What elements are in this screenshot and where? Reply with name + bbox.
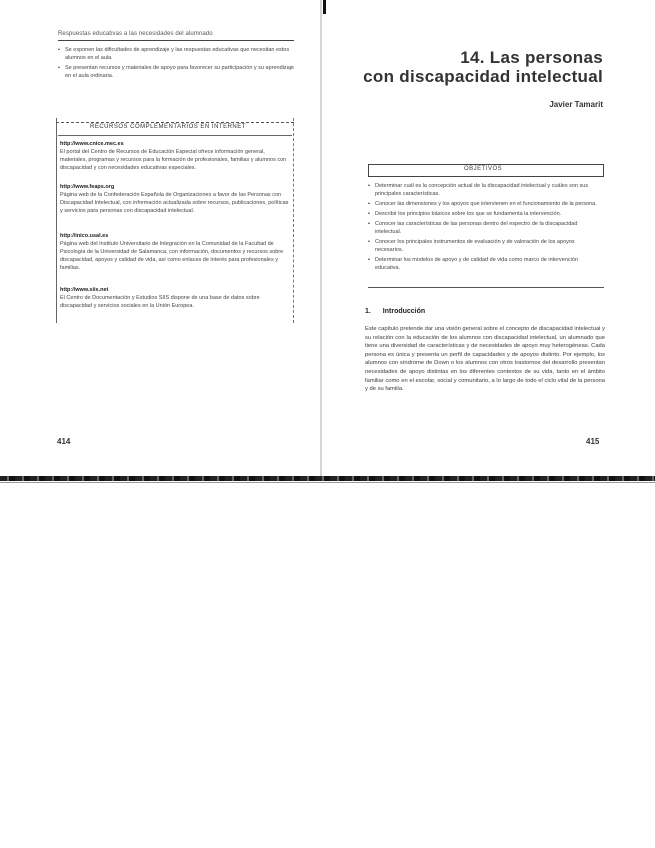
resource-link[interactable]: http://www.siis.net — [60, 287, 109, 293]
chapter-title — [363, 48, 603, 86]
list-item: • Describir los principios básicos sobre los que se fundamenta la intervención. — [368, 210, 604, 218]
running-head: Respuestas educativas a las necesidades del alumnado — [58, 31, 213, 37]
resource-link[interactable]: http://inico.usal.es — [60, 233, 109, 239]
resource-description: El Centro de Documentación y Estudios SIIS dispone de una base de datos sobre discapacidad y servicios sociales en la Unión Europea. — [60, 295, 260, 309]
scan-artifact — [323, 0, 326, 14]
list-item: • Determinar cuál es la concepción actual de la discapacidad intelectual y cuáles son sus principales características. — [368, 182, 604, 198]
scan-edge-line — [0, 482, 655, 483]
chapter-title-line2: con discapacidad intelectual — [363, 67, 603, 86]
list-item: • Conocer las dimensiones y los apoyos que intervienen en el funcionamiento de la persona. — [368, 200, 604, 208]
running-head-rule — [58, 40, 294, 41]
list-item: • Se exponen las dificultades de aprendizaje y las respuestas educativas que necesitan estos alumnos en el aula. — [58, 46, 294, 62]
book-fold — [320, 0, 322, 480]
left-page — [0, 0, 322, 482]
list-item: • Conocer las características de las personas dentro del espectro de la discapacidad intelectual. — [368, 220, 604, 236]
objectives-list — [368, 182, 604, 274]
resource-description: Página web del Instituto Universitario de Integración en la Comunidad de la Facultad de Psicología de la Universidad de Salamanca, con información, documentos y recursos sobre discapacidad, apoyos y calidad de vida, así como enlaces de interés para profesionales y familias. — [60, 241, 284, 271]
objectives-rule — [368, 287, 604, 288]
page-number-right: 415 — [586, 437, 600, 446]
resource-entry — [60, 232, 290, 272]
resource-link[interactable]: http://www.cnice.mec.es — [60, 141, 124, 147]
chapter-number: 14. — [460, 48, 485, 67]
resource-description: Página web de la Confederación Española de Organizaciones a favor de las Personas con Discapacidad Intelectual, con información actualizada sobre recursos, publicaciones, políticas y servicios para personas con discapacidad intelectual. — [60, 192, 289, 214]
resource-description: El portal del Centro de Recursos de Educación Especial ofrece información general, materiales, programas y recursos para la formación de profesionales, familias y alumnos con discapacidad y con necesidades educativas especiales. — [60, 149, 287, 171]
resources-box-heading-rule — [58, 135, 292, 136]
list-item: • Se presentan recursos y materiales de apoyo para favorecer su participación y su aprendizaje en el aula ordinaria. — [58, 64, 294, 80]
section-title: Introducción — [382, 308, 426, 315]
chapter-author: Javier Tamarit — [549, 100, 603, 109]
resources-box-top-rule — [56, 122, 294, 123]
objectives-title: OBJETIVOS — [464, 166, 503, 172]
page-number-left: 414 — [57, 437, 71, 446]
resources-box-heading: RECURSOS COMPLEMENTARIOS EN INTERNET — [90, 124, 246, 130]
scan-edge — [0, 476, 655, 481]
list-item: • Conocer los principales instrumentos de evaluación y de valoración de los apoyos necesarios. — [368, 238, 604, 254]
resource-entry — [60, 140, 290, 172]
intro-paragraph: Este capítulo pretende dar una visión general sobre el concepto de discapacidad intelectual y su relación con la educación de los alumnos con discapacidad intelectual, un alumnado que tiene una diversidad de características y de necesidades de apoyo muy heterogéneas. Cada persona es única y presenta un perfil de capacidades y de apoyos distinto. Por ejemplo, los alumnos con síndrome de Down o los alumnos con otros trastornos del desarrollo presentan necesidades de apoyo distintas en los diferentes contextos de su vida, tanto en el ámbito familiar como en el escolar, social y comunitario, a lo largo de todo el ciclo vital de la persona y de su familia. — [365, 326, 605, 393]
section-heading — [365, 308, 425, 315]
left-bullet-list — [58, 46, 294, 82]
resource-entry — [60, 286, 290, 310]
chapter-title-line1: Las personas — [489, 48, 603, 67]
list-item: • Determinar los modelos de apoyo y de calidad de vida como marco de intervención educativa. — [368, 256, 604, 272]
resource-entry — [60, 183, 290, 215]
resource-link[interactable]: http://www.feaps.org — [60, 184, 115, 190]
section-number: 1. — [365, 308, 371, 315]
